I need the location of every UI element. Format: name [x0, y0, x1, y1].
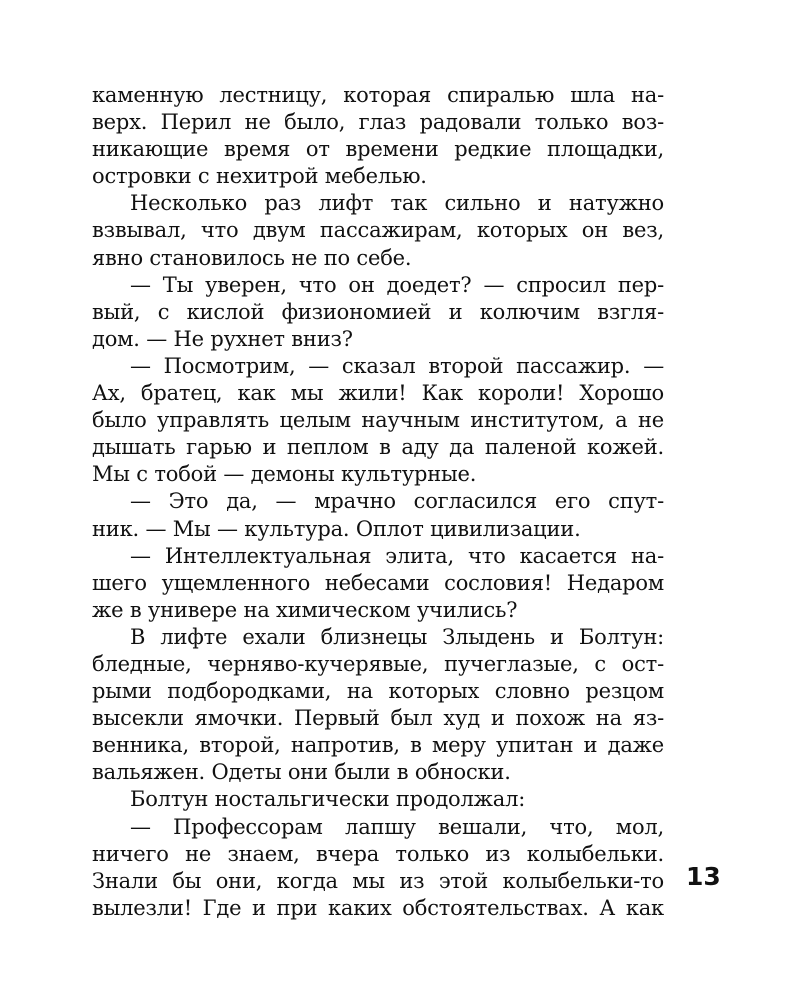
text-line: Мы с тобой — демоны культурные.: [92, 462, 477, 487]
text-line: явно становилось не по себе.: [92, 245, 412, 270]
text-line: вальяжен. Одеты они были в обноски.: [92, 760, 511, 785]
text-line: было управлять целым научным институтом, а не: [92, 408, 664, 433]
text-line: Ах, братец, как мы жили! Как короли! Хорошо: [92, 381, 664, 406]
text-line: венника, второй, напротив, в меру упитан и даже: [92, 733, 664, 758]
page-number: 13: [686, 862, 721, 891]
text-line: — Посмотрим, — сказал второй пассажир. —: [130, 353, 664, 378]
text-line: взвывал, что двум пассажирам, которых он вез,: [92, 218, 664, 243]
text-line: высекли ямочки. Первый был худ и похож на яз-: [92, 706, 664, 731]
text-line: каменную лестницу, которая спиралью шла на-: [92, 83, 664, 107]
text-line: — Ты уверен, что он доедет? — спросил пер-: [130, 272, 664, 297]
text-line: вый, с кислой физиономией и колючим взгля-: [92, 299, 664, 324]
text-line: ник. — Мы — культура. Оплот цивилизации.: [92, 516, 581, 541]
text-line: — Интеллектуальная элита, что касается на-: [130, 543, 664, 568]
text-line: Знали бы они, когда мы из этой колыбельки-то: [92, 868, 664, 893]
text-line: — Профессорам лапшу вешали, что, мол,: [130, 814, 664, 839]
text-line: шего ущемленного небесами сословия! Недаром: [92, 570, 664, 595]
text-line: дом. — Не рухнет вниз?: [92, 326, 353, 351]
text-line: бледные, черняво-кучерявые, пучеглазые, с ост-: [92, 651, 664, 676]
text-line: Несколько раз лифт так сильно и натужно: [130, 191, 664, 216]
text-line: островки с нехитрой мебелью.: [92, 164, 427, 189]
text-line: Болтун ностальгически продолжал:: [130, 787, 526, 812]
text-line: — Это да, — мрачно согласился его спут-: [130, 489, 664, 514]
body-text: [92, 82, 664, 922]
text-line: вылезли! Где и при каких обстоятельствах. А как: [92, 895, 664, 920]
text-line: ничего не знаем, вчера только из колыбельки.: [92, 841, 664, 866]
text-line: никающие время от времени редкие площадки,: [92, 137, 664, 162]
text-line: же в универе на химическом учились?: [92, 597, 518, 622]
text-line: рыми подбородками, на которых словно резцом: [92, 679, 664, 704]
text-line: В лифте ехали близнецы Злыдень и Болтун:: [130, 624, 664, 649]
text-line: верх. Перил не было, глаз радовали только воз-: [92, 110, 664, 135]
text-line: дышать гарью и пеплом в аду да паленой кожей.: [92, 435, 664, 460]
